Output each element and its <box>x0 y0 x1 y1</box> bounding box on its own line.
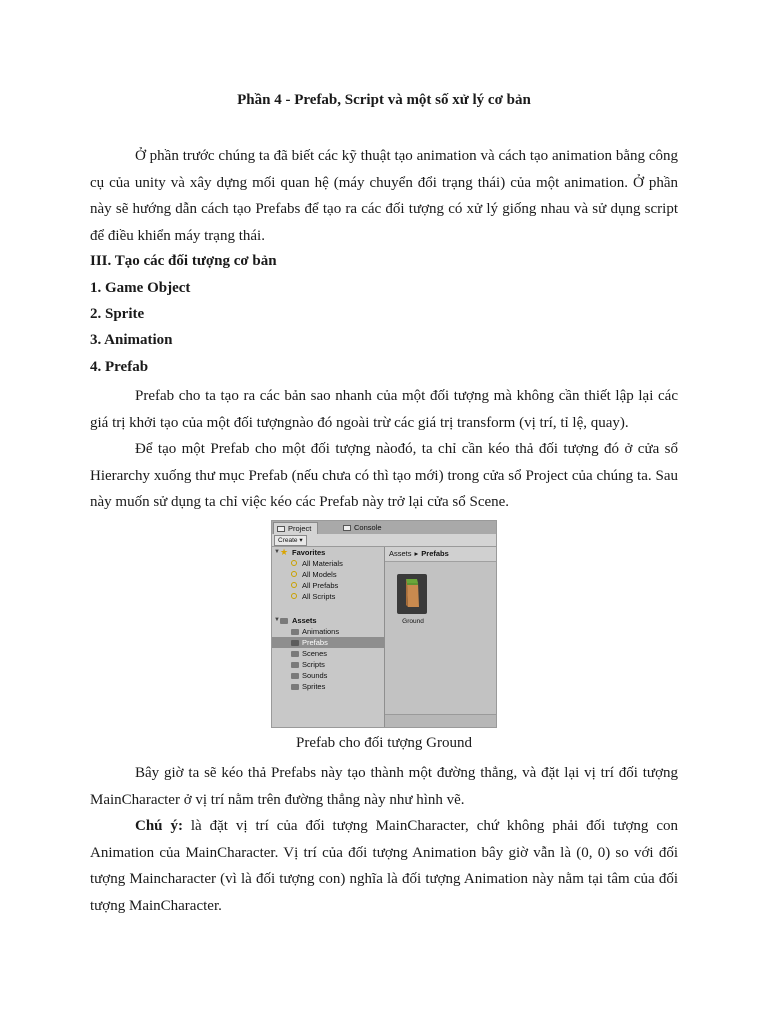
assets-label: Assets <box>292 616 317 625</box>
tree-folder-scenes[interactable] <box>272 648 384 659</box>
tree-item-label: All Models <box>302 570 337 579</box>
tree-item-all-prefabs[interactable] <box>272 580 384 591</box>
figure-caption: Prefab cho đối tượng Ground <box>295 735 473 751</box>
tree-item-all-models[interactable] <box>272 569 384 580</box>
intro-paragraph: Ở phần trước chúng ta đã biết các kỹ thuật tạo animation và cách tạo animation bằng công cụ của unity và xây dựng mối quan hệ (máy chuyển đổi trạng thái) của một animation. Ở phần này sẽ hướng dẫn cách tạo Prefabs để tạo ra các đối tượng có xử lý giống nhau và sử dụng script để điều khiển máy trạng thái. <box>90 148 678 245</box>
folder-label: Sprites <box>302 682 326 691</box>
page-title: Phần 4 - Prefab, Script và một số xử lý cơ bản <box>237 92 531 108</box>
folder-icon <box>291 662 299 668</box>
search-icon <box>291 560 297 566</box>
tree-folder-prefabs[interactable] <box>272 637 384 648</box>
folder-icon <box>291 673 299 679</box>
tree-folder-scripts[interactable] <box>272 659 384 670</box>
list-item-prefab: 4. Prefab <box>90 359 149 375</box>
folder-label: Scenes <box>302 649 328 658</box>
list-item-game-object: 1. Game Object <box>90 280 191 296</box>
breadcrumb-prefabs[interactable]: Prefabs <box>421 549 449 558</box>
folder-tree <box>272 547 385 727</box>
tree-folder-sounds[interactable] <box>272 670 384 681</box>
ground-block-icon <box>397 574 427 614</box>
folder-icon <box>291 651 299 657</box>
note-text: là đặt vị trí của đối tượng MainCharacter, chứ không phải đối tượng con Animation của MainCharacter. Vị trí của đối tượng Animation bây giờ vẫn là (0, 0) so với đối tượng Maincharacter (vì là đối tượng con) nghĩa là đối tượng Animation này nằm tại tâm của đối tượng MainCharacter. <box>90 818 678 915</box>
breadcrumb-assets[interactable]: Assets <box>389 549 412 558</box>
tab-console[interactable] <box>340 522 388 534</box>
tree-folder-sprites[interactable] <box>272 681 384 692</box>
folder-icon <box>291 629 299 635</box>
project-icon <box>277 526 285 532</box>
note-paragraph <box>90 813 678 920</box>
folder-label: Scripts <box>302 660 325 669</box>
tree-assets[interactable] <box>272 615 384 626</box>
tree-item-label: All Materials <box>302 559 343 568</box>
breadcrumb-separator-icon: ▸ <box>414 549 419 558</box>
note-label: Chú ý: <box>135 818 183 834</box>
paragraph-3: Bây giờ ta sẽ kéo thả Prefabs này tạo thành một đường thẳng, và đặt lại vị trí đối tượng MainCharacter ở vị trí nằm trên đường thẳng này như hình vẽ. <box>90 765 678 808</box>
list-item-animation: 3. Animation <box>90 332 173 348</box>
panel-tabs <box>272 521 496 534</box>
folder-icon <box>291 684 299 690</box>
folder-icon <box>280 618 288 624</box>
breadcrumb <box>385 547 496 562</box>
folder-icon <box>291 640 299 646</box>
folder-label: Prefabs <box>302 638 328 647</box>
search-icon <box>291 593 297 599</box>
search-icon <box>291 582 297 588</box>
expand-triangle-icon[interactable]: ▼ <box>274 617 280 623</box>
search-icon <box>291 571 297 577</box>
unity-project-panel-figure <box>271 520 497 728</box>
prefab-paragraph-1: Prefab cho ta tạo ra các bản sao nhanh của một đối tượng mà không cần thiết lập lại các giá trị khởi tạo của một đối tượngnào đó ngoài trừ các giá trị transform (vị trí, tỉ lệ, quay). <box>90 388 678 431</box>
star-icon: ★ <box>280 547 289 557</box>
tree-item-all-materials[interactable] <box>272 558 384 569</box>
tree-favorites[interactable] <box>272 547 384 558</box>
console-icon <box>343 525 351 531</box>
create-button[interactable]: Create ▾ <box>274 535 307 546</box>
tree-item-label: All Prefabs <box>302 581 339 590</box>
expand-triangle-icon[interactable]: ▼ <box>274 549 280 555</box>
zoom-slider-bar[interactable] <box>385 714 496 727</box>
folder-label: Sounds <box>302 671 328 680</box>
tree-item-label: All Scripts <box>302 592 336 601</box>
tree-folder-animations[interactable] <box>272 626 384 637</box>
prefab-paragraph-2: Để tạo một Prefab cho một đối tượng nàođó, ta chỉ cần kéo thả đối tượng đó ở cửa sổ Hierarchy xuống thư mục Prefab (nếu chưa có thì tạo mới) trong cửa sổ Project của chúng ta. Sau này muốn sử dụng ta chỉ việc kéo các Prefab này trở lại cửa sổ Scene. <box>90 441 678 511</box>
favorites-label: Favorites <box>292 548 326 557</box>
list-item-sprite: 2. Sprite <box>90 306 145 322</box>
ground-asset-label: Ground <box>402 618 424 625</box>
tree-item-all-scripts[interactable] <box>272 591 384 602</box>
panel-toolbar <box>272 534 496 547</box>
tab-console-label: Console <box>354 523 382 532</box>
folder-label: Animations <box>302 627 340 636</box>
section-heading: III. Tạo các đối tượng cơ bản <box>90 253 277 269</box>
tab-project-label: Project <box>288 524 312 533</box>
ground-prefab-thumbnail[interactable] <box>397 574 427 614</box>
asset-grid <box>385 562 496 715</box>
